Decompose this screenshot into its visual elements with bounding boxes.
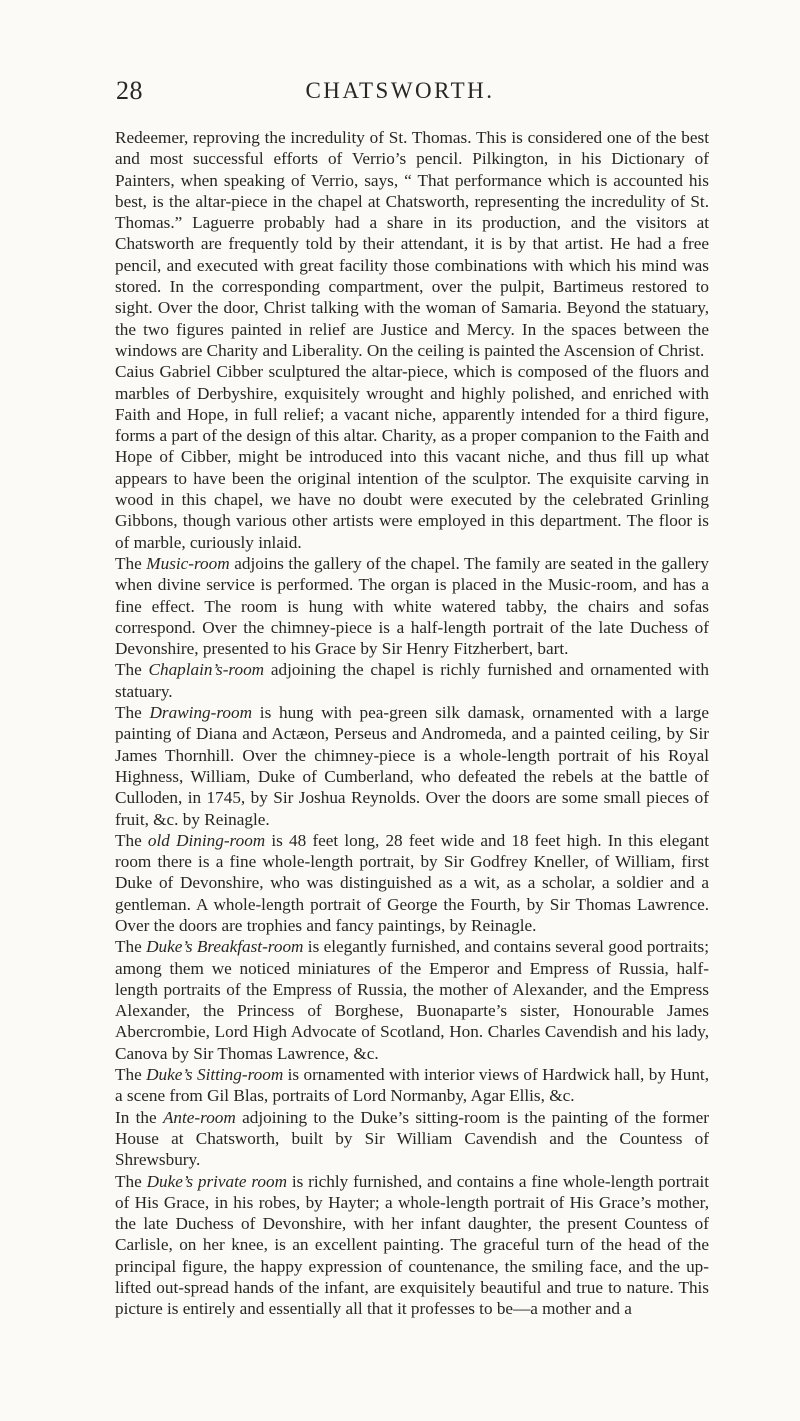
text-run: The (115, 703, 150, 723)
italic-room-name: Duke’s Breakfast-room (146, 937, 304, 957)
paragraph (115, 1064, 709, 1107)
italic-room-name: Music-room (146, 553, 230, 573)
paragraph (115, 361, 709, 553)
text-run: The (115, 660, 149, 680)
text-run: is ornamented with interior views of Hardwick hall, by Hunt, a scene from Gil Blas, portraits of Lord Normanby, Agar Ellis, &c. (115, 1065, 709, 1106)
text-run: is 48 feet long, 28 feet wide and 18 feet high. In this elegant room there is a fine whole-length portrait, by Sir Godfrey Kneller, of William, first Duke of Devonshire, who was distinguished as a wit, as a scholar, a soldier and a gentleman. A whole-length portrait of George the Fourth, by Sir Thomas Lawrence. Over the doors are trophies and fancy paintings, by Reinagle. (115, 830, 709, 935)
text-run: adjoining the chapel is richly furnished and ornamented with statuary. (115, 660, 709, 701)
text-run: Caius Gabriel Cibber sculptured the altar-piece, which is composed of the fluors and marbles of Derbyshire, exquisitely wrought and highly polished, and enriched with Faith and Hope, in full relief; a vacant niche, apparently intended for a third figure, forms a part of the design of this altar. Charity, as a proper companion to the Faith and Hope of Cibber, might be introduced into this vacant niche, and thus fill up what appears to have been the original intention of the sculptor. The exquisite carving in wood in this chapel, we have no doubt were executed by the celebrated Grinling Gibbons, though various other artists were employed in this department. The floor is of marble, curiously inlaid. (115, 362, 709, 552)
text-run: Redeemer, reproving the incredulity of St. Thomas. This is considered one of the best and most successful efforts of Verrio’s pencil. Pilkington, in his Dictionary of Painters, when speaking of Verrio, says, “ That performance which is accounted his best, is the altar-piece in the chapel at Chatsworth, representing the incredulity of St. Thomas.” Laguerre probably had a share in its production, and the visitors at Chatsworth are frequently told by their attendant, it is by that artist. He had a free pencil, and executed with great facility those combinations with which his mind was stored. In the corresponding compartment, over the pulpit, Bartimeus restored to sight. Over the door, Christ talking with the woman of Samaria. Beyond the statuary, the two figures painted in relief are Justice and Mercy. In the spaces between the windows are Charity and Liberality. On the ceiling is painted the Ascension of Christ. (115, 128, 709, 360)
italic-room-name: old Dining-room (147, 830, 266, 850)
body-text (115, 127, 709, 1320)
italic-room-name: Duke’s private room (146, 1171, 288, 1191)
italic-room-name: Drawing-room (149, 703, 253, 723)
paragraph (115, 1107, 709, 1171)
text-run: is richly furnished, and contains a fine whole-length portrait of His Grace, in his robes, by Hayter; a whole-length portrait of His Grace’s mother, the late Duchess of Devonshire, with her infant daughter, the present Countess of Carlisle, on her knee, is an excellent painting. The graceful turn of the head of the principal figure, the happy expression of countenance, the smiling face, and the up-lifted out-spread hands of the infant, are exquisitely beautiful and true to nature. This picture is entirely and essentially all that it professes to be—a mother and a (115, 1171, 709, 1319)
paragraph (115, 1171, 709, 1320)
text-run: adjoining to the Duke’s sitting-room is the painting of the former House at Chatsworth, built by Sir William Cavendish and the Countess of Shrewsbury. (115, 1107, 709, 1170)
text-run: The (115, 553, 147, 573)
paragraph (115, 553, 709, 659)
text-run: is elegantly furnished, and contains several good portraits; among them we noticed miniatures of the Emperor and Empress of Russia, half-length portraits of the Empress of Russia, the mother of Alexander, and the Empress Alexander, the Princess of Borghese, Buonaparte’s sister, Honourable James Abercrombie, Lord High Advocate of Scotland, Hon. Charles Cavendish and his lady, Canova by Sir Thomas Lawrence, &c. (115, 937, 709, 1063)
paragraph (115, 702, 709, 830)
paragraph (115, 659, 709, 702)
paragraph (115, 127, 709, 361)
italic-room-name: Duke’s Sitting-room (146, 1065, 284, 1085)
text-run: The (115, 1171, 147, 1191)
italic-room-name: Ante-room (162, 1107, 236, 1127)
text-run: is hung with pea-green silk damask, ornamented with a large painting of Diana and Actæon, Perseus and Andromeda, and a painted ceiling, by Sir James Thornhill. Over the chimney-piece is a whole-length portrait of his Royal Highness, William, Duke of Cumberland, who defeated the rebels at the battle of Culloden, in 1745, by Sir Joshua Reynolds. Over the doors are some small pieces of fruit, &c. by Reinagle. (115, 703, 709, 829)
paragraph (115, 830, 709, 936)
paragraph (115, 936, 709, 1064)
page-number: 28 (116, 76, 143, 105)
text-run: In the (115, 1107, 163, 1127)
page-header (0, 76, 800, 110)
running-head: CHATSWORTH. (305, 78, 495, 103)
text-run: adjoins the gallery of the chapel. The family are seated in the gallery when divine service is performed. The organ is placed in the Music-room, and has a fine effect. The room is hung with white watered tabby, the chairs and sofas correspond. Over the chimney-piece is a half-length portrait of the late Duchess of Devonshire, presented to his Grace by Sir Henry Fitzherbert, bart. (115, 553, 709, 659)
italic-room-name: Chaplain’s-room (148, 660, 265, 680)
text-run: The (115, 937, 147, 957)
text-run: The (115, 830, 148, 850)
text-run: The (115, 1065, 147, 1085)
